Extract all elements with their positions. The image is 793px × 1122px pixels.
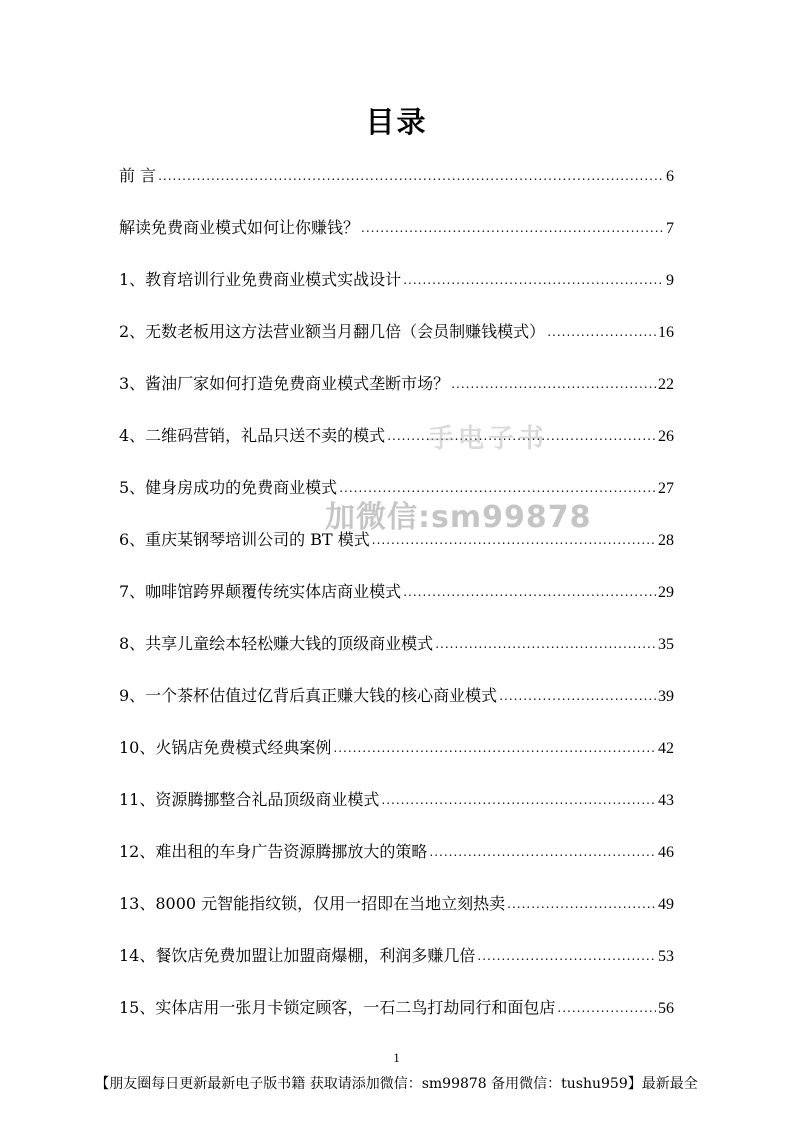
toc-entry-page: 26 xyxy=(658,428,674,445)
toc-leader-dots xyxy=(435,630,656,658)
toc-leader-dots xyxy=(429,838,656,866)
toc-leader-dots xyxy=(333,734,656,762)
toc-entry[interactable] xyxy=(119,994,674,1046)
toc-leader-dots xyxy=(499,682,656,710)
toc-entry-label: 5、健身房成功的免费商业模式 xyxy=(119,478,338,497)
toc-entry[interactable] xyxy=(119,214,674,266)
toc-entry[interactable] xyxy=(119,266,674,318)
toc-entry-page: 28 xyxy=(658,532,674,549)
page-title: 目录 xyxy=(365,105,428,139)
toc-entry[interactable] xyxy=(119,838,674,890)
watermark: 加微信:sm99878 xyxy=(325,500,592,535)
toc-entry-page: 35 xyxy=(658,636,674,653)
toc-entry-label: 3、酱油厂家如何打造免费商业模式垄断市场？ xyxy=(119,374,450,393)
toc-entry[interactable] xyxy=(119,890,674,942)
toc-leader-dots xyxy=(403,578,656,606)
toc-entry[interactable] xyxy=(119,318,674,370)
toc-entry-label: 8、共享儿童绘本轻松赚大钱的顶级商业模式 xyxy=(119,634,434,653)
toc-entry[interactable] xyxy=(119,942,674,994)
toc-entry-label: 2、无数老板用这方法营业额当月翻几倍（会员制赚钱模式） xyxy=(119,322,546,341)
toc-entry-label: 12、难出租的车身广告资源腾挪放大的策略 xyxy=(119,842,428,861)
toc-entry-label: 前 言 xyxy=(119,166,157,185)
toc-entry[interactable] xyxy=(119,162,674,214)
table-of-contents xyxy=(119,162,674,1046)
toc-entry-page: 46 xyxy=(658,844,674,861)
toc-entry[interactable] xyxy=(119,578,674,630)
toc-entry-page: 9 xyxy=(666,272,674,289)
toc-entry[interactable] xyxy=(119,630,674,682)
toc-entry-label: 14、餐饮店免费加盟让加盟商爆棚，利润多赚几倍 xyxy=(119,946,476,965)
toc-entry-label: 1、教育培训行业免费商业模式实战设计 xyxy=(119,270,402,289)
toc-entry-label: 7、咖啡馆跨界颠覆传统实体店商业模式 xyxy=(119,582,402,601)
toc-entry-label: 11、资源腾挪整合礼品顶级商业模式 xyxy=(119,790,380,809)
toc-entry-page: 29 xyxy=(658,584,674,601)
watermark-secondary: 手电子书 xyxy=(428,424,549,454)
toc-entry-label: 9、一个茶杯估值过亿背后真正赚大钱的核心商业模式 xyxy=(119,686,498,705)
toc-entry-label: 4、二维码营销，礼品只送不卖的模式 xyxy=(119,426,386,445)
toc-leader-dots xyxy=(507,890,656,918)
toc-entry-page: 43 xyxy=(658,792,674,809)
toc-entry-page: 56 xyxy=(658,1000,674,1017)
toc-entry-label: 6、重庆某钢琴培训公司的 BT 模式 xyxy=(119,530,370,549)
toc-entry[interactable] xyxy=(119,370,674,422)
toc-entry-page: 39 xyxy=(658,688,674,705)
toc-entry[interactable] xyxy=(119,682,674,734)
toc-entry-page: 49 xyxy=(658,896,674,913)
toc-entry-page: 27 xyxy=(658,480,674,497)
footer-banner: 【朋友圈每日更新最新电子版书籍 获取请添加微信：sm99878 备用微信：tushu959】最新最全 xyxy=(95,1076,698,1092)
toc-entry-label: 10、火锅店免费模式经典案例 xyxy=(119,738,332,757)
toc-leader-dots xyxy=(451,370,656,398)
toc-entry-page: 53 xyxy=(658,948,674,965)
toc-entry-page: 6 xyxy=(666,168,674,185)
toc-leader-dots xyxy=(557,994,656,1022)
toc-entry-label: 13、8000 元智能指纹锁，仅用一招即在当地立刻热卖 xyxy=(119,894,506,913)
toc-leader-dots xyxy=(158,162,664,190)
toc-leader-dots xyxy=(381,786,656,814)
toc-entry-page: 42 xyxy=(658,740,674,757)
toc-entry-page: 16 xyxy=(658,324,674,341)
toc-entry[interactable] xyxy=(119,786,674,838)
toc-leader-dots xyxy=(403,266,664,294)
toc-entry-label: 15、实体店用一张月卡锁定顾客，一石二鸟打劫同行和面包店 xyxy=(119,998,556,1017)
toc-entry[interactable] xyxy=(119,734,674,786)
toc-leader-dots xyxy=(361,214,664,242)
toc-entry-page: 22 xyxy=(658,376,674,393)
toc-entry-page: 7 xyxy=(666,220,674,237)
page-number: 1 xyxy=(393,1050,400,1065)
toc-entry-label: 解读免费商业模式如何让你赚钱？ xyxy=(119,218,360,237)
toc-leader-dots xyxy=(477,942,656,970)
toc-entry[interactable] xyxy=(119,422,674,474)
toc-leader-dots xyxy=(547,318,656,346)
